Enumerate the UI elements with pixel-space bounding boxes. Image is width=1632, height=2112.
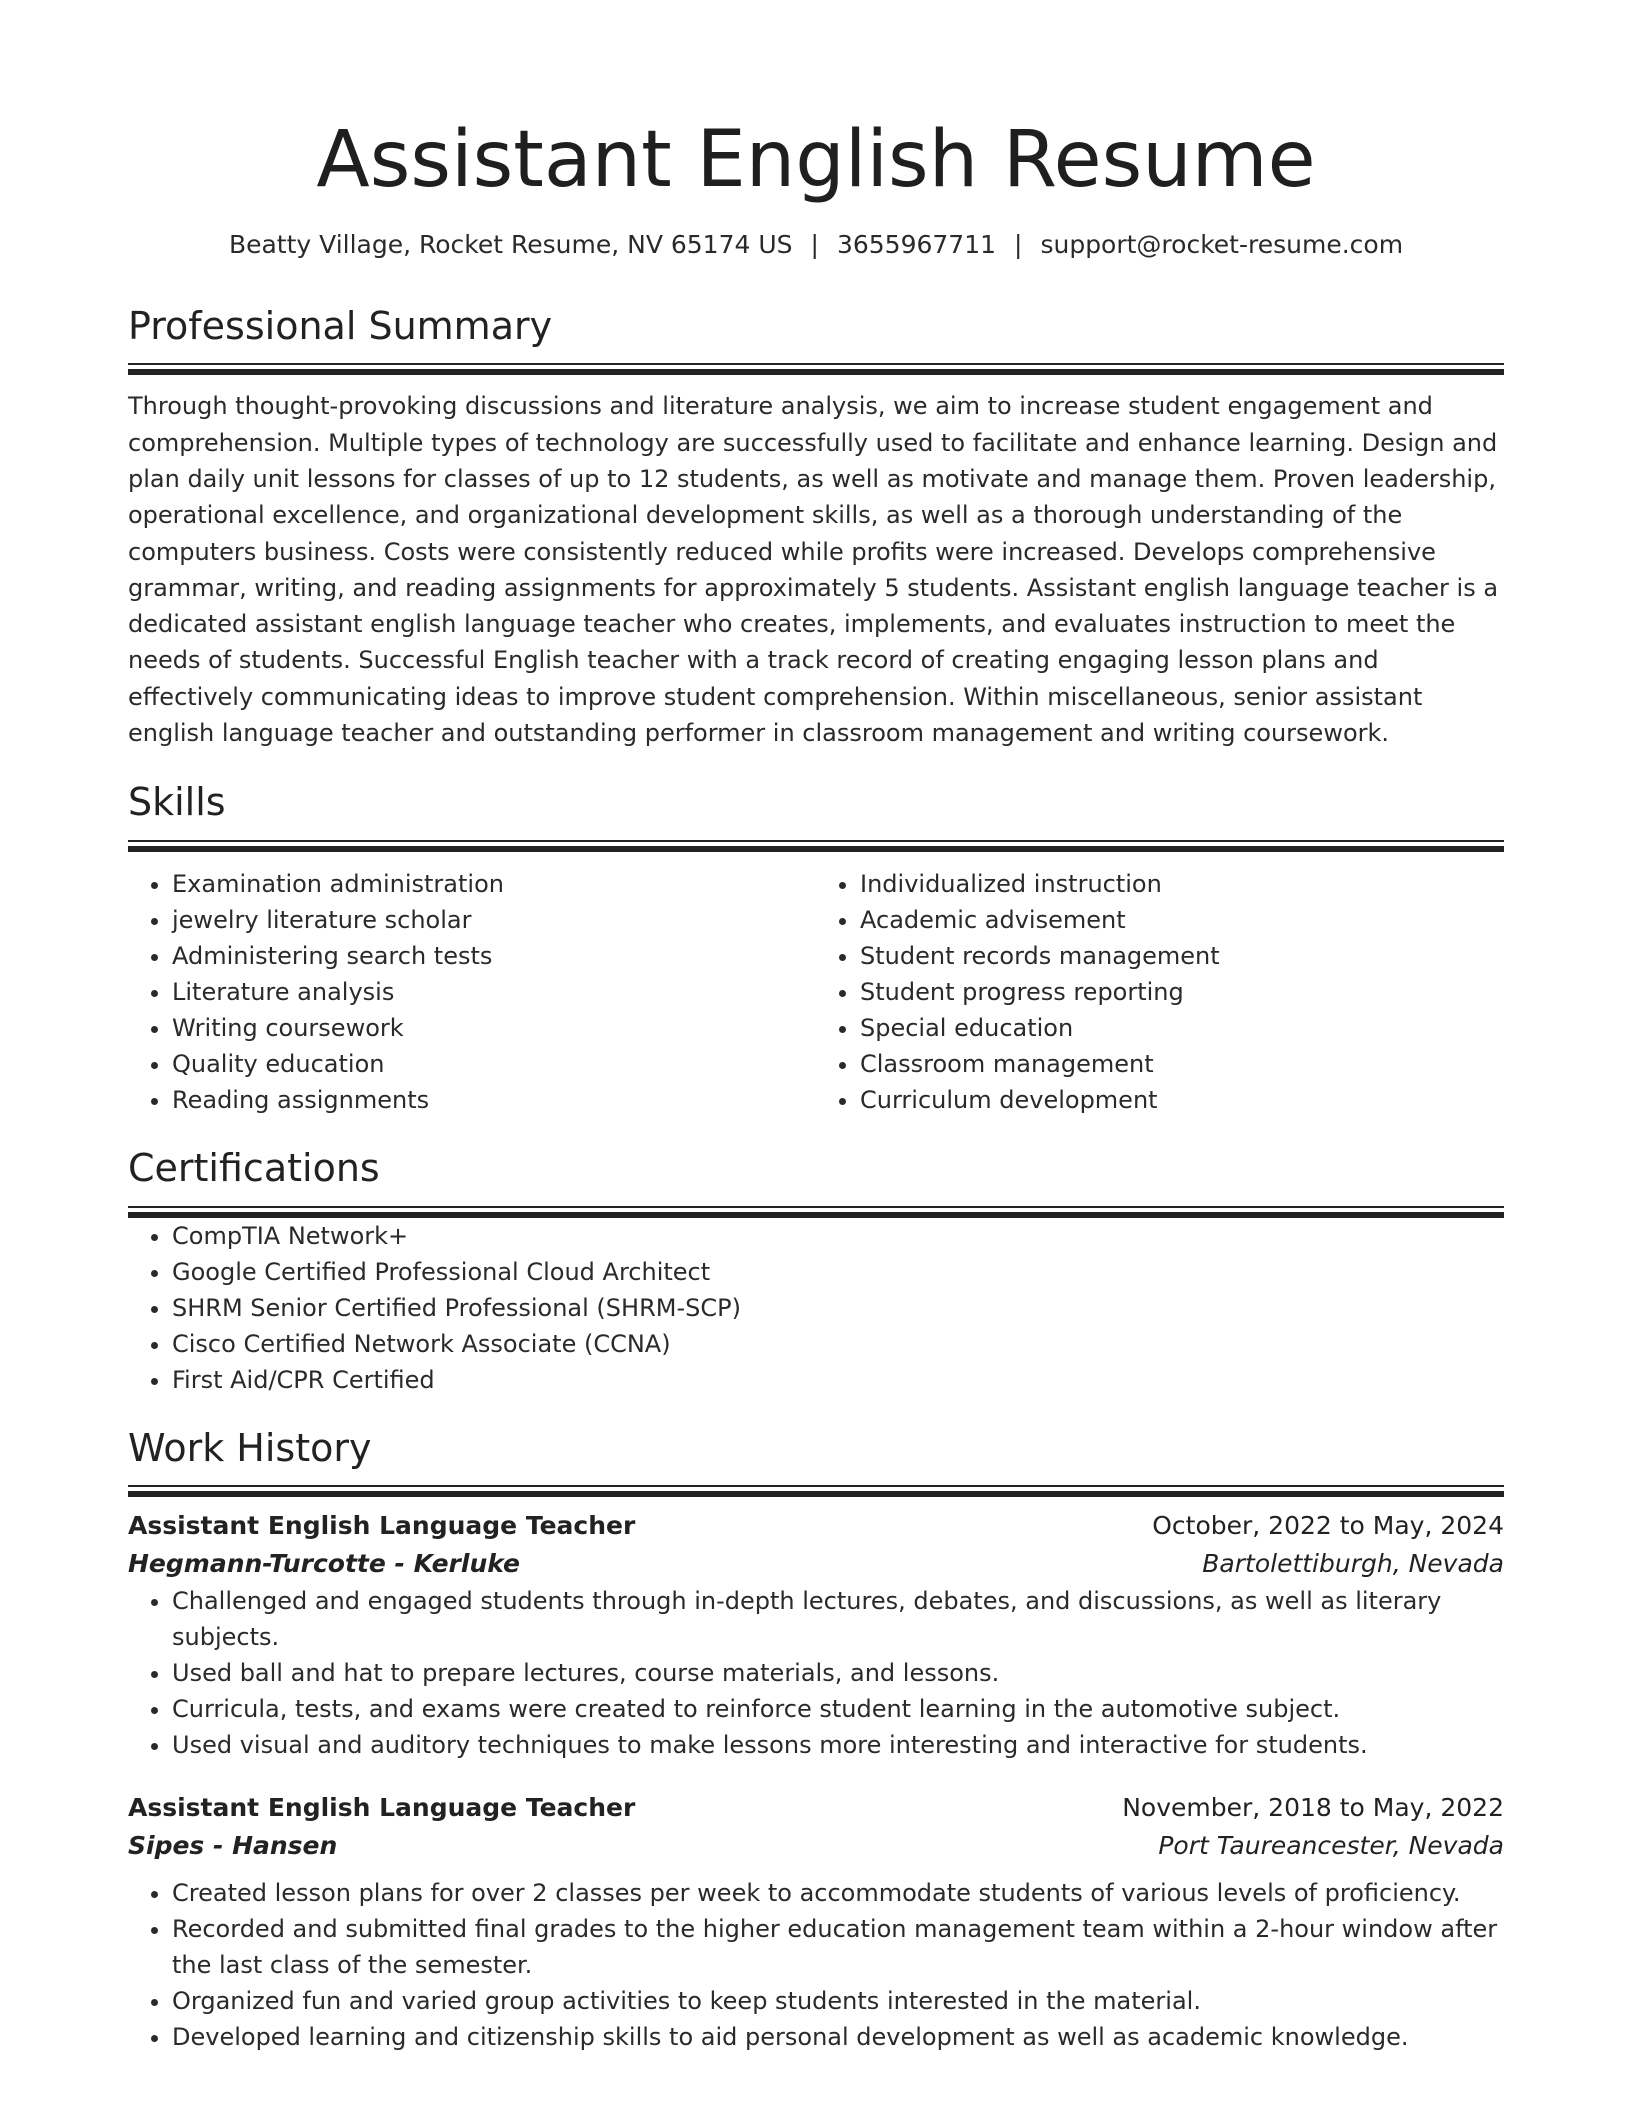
contact-address: Beatty Village, Rocket Resume, NV 65174 US	[228, 229, 793, 259]
contact-email: support@rocket-resume.com	[1040, 229, 1404, 259]
skill-item: • Reading assignments	[172, 1082, 816, 1118]
skill-item: • Examination administration	[172, 866, 816, 902]
job-duty: • Created lesson plans for over 2 classes per week to accommodate students of various levels of proficiency.	[172, 1875, 1504, 1911]
job-title: Assistant English Language Teacher	[128, 1511, 636, 1541]
job-duty: • Developed learning and citizenship skills to aid personal development as well as academic knowledge.	[172, 2019, 1504, 2055]
certifications-list	[128, 1218, 1504, 1398]
section-divider	[128, 840, 1504, 852]
section-heading-certifications: Certifications	[128, 1145, 380, 1190]
skill-item: • Academic advisement	[860, 902, 1504, 938]
summary-text: Through thought-provoking discussions and literature analysis, we aim to increase student engagement and comprehension. Multiple types of technology are successfully used to facilitate and enhance learning. Design and plan daily unit lessons for classes of up to 12 students, as well as motivate and manage them. Proven leadership, operational excellence, and organizational development skills, as well as a thorough understanding of the computers business. Costs were consistently reduced while profits were increased. Develops comprehensive grammar, writing, and reading assignments for approximately 5 students. Assistant english language teacher is a dedicated assistant english language teacher who creates, implements, and evaluates instruction to meet the needs of students. Successful English teacher with a track record of creating engaging lesson plans and effectively communicating ideas to improve student comprehension. Within miscellaneous, senior assistant english language teacher and outstanding performer in classroom management and writing coursework.	[128, 392, 1499, 748]
skill-item: • Quality education	[172, 1046, 816, 1082]
summary-section	[128, 304, 1504, 752]
job-header	[128, 1789, 1504, 1827]
job-entry	[128, 1507, 1504, 1763]
job-location: Port Taureancester, Nevada	[1158, 1831, 1504, 1861]
job-duty: • Used ball and hat to prepare lectures, course materials, and lessons.	[172, 1655, 1504, 1691]
skill-item: • Literature analysis	[172, 974, 816, 1010]
job-duty: • Used visual and auditory techniques to make lessons more interesting and interactive for students.	[172, 1727, 1504, 1763]
job-duty: • Recorded and submitted final grades to the higher education management team within a 2-hour window after the last class of the semester.	[172, 1911, 1504, 1983]
resume-title: Assistant English Resume	[316, 115, 1316, 205]
contact-separator: |	[1014, 229, 1023, 259]
skills-list-right	[816, 866, 1504, 1118]
job-subheader	[128, 1545, 1504, 1583]
certification-item: • SHRM Senior Certified Professional (SHRM-SCP)	[172, 1290, 1504, 1326]
job-duties-list	[128, 1583, 1504, 1763]
skill-item: • Special education	[860, 1010, 1504, 1046]
skill-item: • jewelry literature scholar	[172, 902, 816, 938]
skill-item: • Student progress reporting	[860, 974, 1504, 1010]
job-subheader	[128, 1827, 1504, 1865]
work-history-section	[128, 1426, 1504, 2056]
section-divider	[128, 1485, 1504, 1497]
section-heading-summary: Professional Summary	[128, 303, 553, 348]
section-heading-work-history: Work History	[128, 1425, 372, 1470]
skills-list-left	[128, 866, 816, 1118]
skill-item: • Curriculum development	[860, 1082, 1504, 1118]
skill-item: • Individualized instruction	[860, 866, 1504, 902]
certification-item: • First Aid/CPR Certified	[172, 1362, 1504, 1398]
certification-item: • Cisco Certified Network Associate (CCNA)	[172, 1326, 1504, 1362]
certifications-section	[128, 1146, 1504, 1398]
job-company: Hegmann-Turcotte - Kerluke	[128, 1549, 520, 1579]
job-dates: October, 2022 to May, 2024	[1152, 1511, 1504, 1541]
job-location: Bartolettiburgh, Nevada	[1202, 1549, 1504, 1579]
job-entry	[128, 1789, 1504, 2055]
certification-item: • CompTIA Network+	[172, 1218, 1504, 1254]
contact-separator: |	[810, 229, 819, 259]
job-duty: • Curricula, tests, and exams were created to reinforce student learning in the automotive subject.	[172, 1691, 1504, 1727]
certification-item: • Google Certified Professional Cloud Architect	[172, 1254, 1504, 1290]
job-header	[128, 1507, 1504, 1545]
resume-page	[128, 0, 1504, 2055]
job-duty: • Organized fun and varied group activities to keep students interested in the material.	[172, 1983, 1504, 2019]
section-heading-skills: Skills	[128, 780, 226, 825]
skill-item: • Student records management	[860, 938, 1504, 974]
job-company: Sipes - Hansen	[128, 1831, 338, 1861]
skill-item: • Writing coursework	[172, 1010, 816, 1046]
job-duty: • Challenged and engaged students through in-depth lectures, debates, and discussions, as well as literary subjects.	[172, 1583, 1504, 1655]
section-divider	[128, 363, 1504, 375]
contact-phone: 3655967711	[836, 229, 997, 259]
contact-line	[128, 230, 1504, 260]
skills-columns	[128, 866, 1504, 1118]
skill-item: • Administering search tests	[172, 938, 816, 974]
job-title: Assistant English Language Teacher	[128, 1793, 636, 1823]
skills-section	[128, 780, 1504, 1118]
section-divider	[128, 1206, 1504, 1218]
job-duties-list	[128, 1875, 1504, 2055]
job-dates: November, 2018 to May, 2022	[1122, 1793, 1504, 1823]
skill-item: • Classroom management	[860, 1046, 1504, 1082]
